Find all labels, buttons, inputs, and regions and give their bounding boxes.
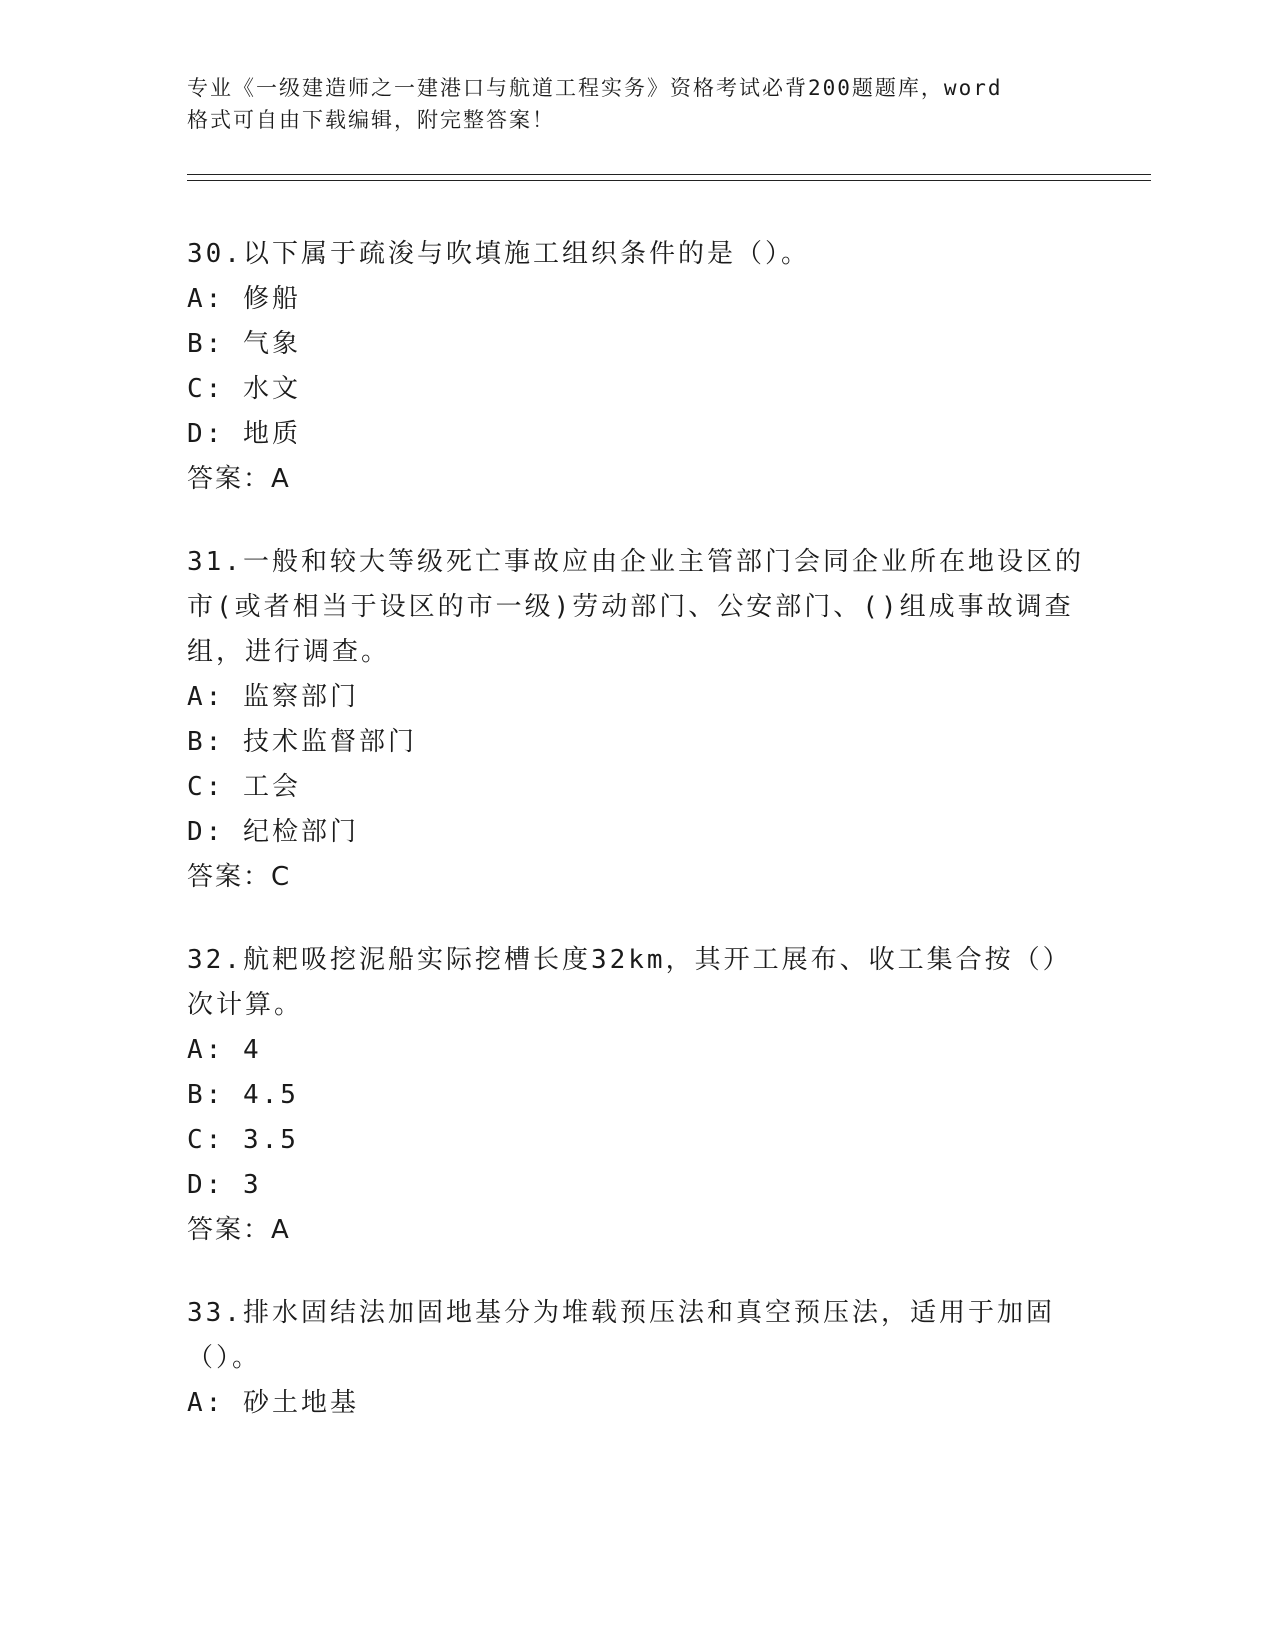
question-33	[187, 1291, 1087, 1426]
answer-line: 答案：A	[187, 1215, 291, 1245]
option-a: A: 砂土地基	[187, 1388, 359, 1418]
option-d: D: 纪检部门	[187, 817, 359, 847]
question-stem: 30.以下属于疏浚与吹填施工组织条件的是（）。	[187, 239, 810, 269]
header-title-line-2: 格式可自由下载编辑，附完整答案！	[187, 108, 555, 132]
question-31	[187, 540, 1087, 900]
option-c: C: 3.5	[187, 1125, 299, 1155]
question-stem: 31.一般和较大等级死亡事故应由企业主管部门会同企业所在地设区的市(或者相当于设区的市一级)劳动部门、公安部门、()组成事故调查组，进行调查。	[187, 547, 1084, 667]
answer-line: 答案：A	[187, 464, 291, 494]
header-divider-bottom	[187, 180, 1151, 181]
question-32	[187, 938, 1087, 1253]
document-header	[187, 72, 1087, 136]
option-c: C: 工会	[187, 772, 301, 802]
question-stem: 32.航耙吸挖泥船实际挖槽长度32km，其开工展布、收工集合按（）次计算。	[187, 945, 1072, 1020]
header-divider-top	[187, 174, 1151, 175]
question-list	[187, 232, 1087, 1464]
option-a: A: 4	[187, 1035, 262, 1065]
header-title-line-1: 专业《一级建造师之一建港口与航道工程实务》资格考试必背200题题库，word	[187, 76, 1003, 100]
option-a: A: 监察部门	[187, 682, 359, 712]
option-c: C: 水文	[187, 374, 301, 404]
option-b: B: 技术监督部门	[187, 727, 417, 757]
question-30	[187, 232, 1087, 502]
answer-line: 答案：C	[187, 862, 292, 892]
option-b: B: 4.5	[187, 1080, 299, 1110]
option-a: A: 修船	[187, 284, 301, 314]
option-d: D: 3	[187, 1170, 262, 1200]
option-d: D: 地质	[187, 419, 301, 449]
option-b: B: 气象	[187, 329, 301, 359]
question-stem: 33.排水固结法加固地基分为堆载预压法和真空预压法，适用于加固（）。	[187, 1298, 1055, 1373]
